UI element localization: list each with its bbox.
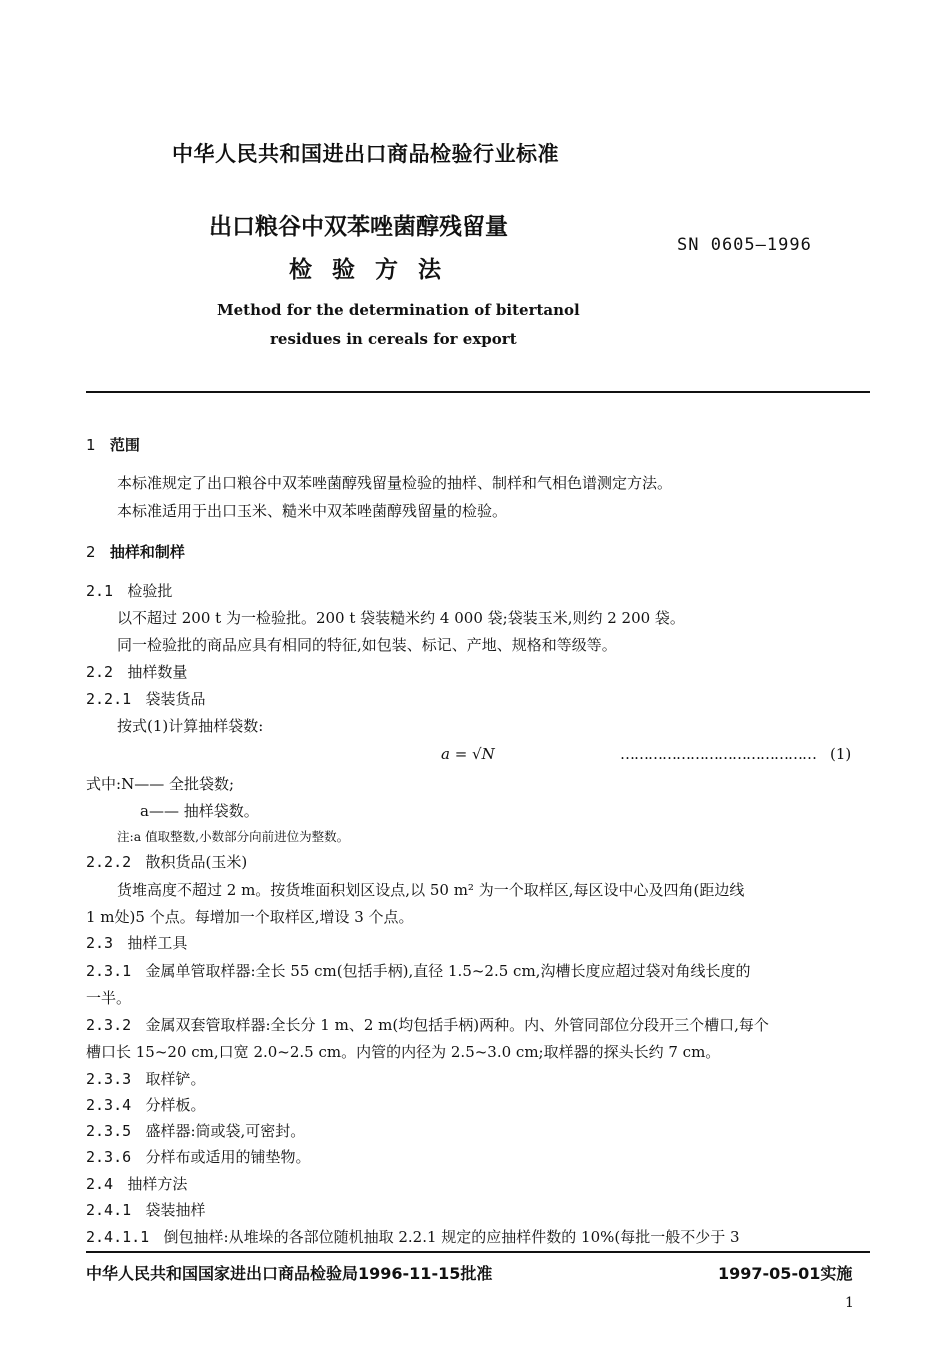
subsection-title: 分样板。 bbox=[145, 1096, 206, 1114]
section-number: 2 bbox=[86, 543, 96, 561]
note: 注:a 值取整数,小数部分向前进位为整数。 bbox=[117, 829, 350, 844]
formula-number: (1) bbox=[830, 745, 852, 763]
paragraph: 以不超过 200 t 为一检验批。200 t 袋装糙米约 4 000 袋;袋装玉米,则约 2 200 袋。 bbox=[117, 609, 685, 627]
document-title-line1: 出口粮谷中双苯唑菌醇残留量 bbox=[209, 214, 508, 240]
subsection-heading bbox=[86, 661, 187, 682]
where-a: a—— 抽样袋数。 bbox=[140, 802, 259, 820]
paragraph: 本标准规定了出口粮谷中双苯唑菌醇残留量检验的抽样、制样和气相色谱测定方法。 bbox=[117, 474, 673, 492]
header-divider bbox=[86, 391, 870, 393]
english-title-line2: residues in cereals for export bbox=[270, 330, 517, 348]
paragraph: 倒包抽样:从堆垛的各部位随机抽取 2.2.1 规定的应抽样件数的 10%(每批一般不少于 3 bbox=[163, 1228, 740, 1246]
subsection-number: 2.4 bbox=[86, 1175, 114, 1193]
english-title-line1: Method for the determination of bitertanol bbox=[217, 301, 580, 319]
subsection-number: 2.2 bbox=[86, 663, 114, 681]
effective-date: 1997-05-01实施 bbox=[718, 1264, 853, 1283]
subsection-paragraph bbox=[86, 1014, 769, 1035]
subsection-number: 2.3.5 bbox=[86, 1122, 132, 1140]
page-number: 1 bbox=[845, 1295, 854, 1311]
subsection-title: 取样铲。 bbox=[145, 1070, 206, 1088]
subsection-heading bbox=[86, 851, 247, 872]
section-heading bbox=[86, 541, 185, 562]
subsection-number: 2.4.1 bbox=[86, 1201, 132, 1219]
subsection-number: 2.3.4 bbox=[86, 1096, 132, 1114]
where-clause bbox=[86, 773, 234, 794]
subsection-number: 2.3.1 bbox=[86, 962, 132, 980]
paragraph: 货堆高度不超过 2 m。按货堆面积划区设点,以 50 m² 为一个取样区,每区设中心及四角(距边线 bbox=[117, 881, 745, 899]
subsection-title: 检验批 bbox=[127, 582, 173, 600]
subsection-title: 抽样工具 bbox=[127, 934, 188, 952]
subsection-number: 2.2.2 bbox=[86, 853, 132, 871]
subsection-title: 抽样方法 bbox=[127, 1175, 188, 1193]
subsection-title: 分样布或适用的铺垫物。 bbox=[145, 1148, 311, 1166]
footer-divider bbox=[86, 1251, 870, 1253]
subsection-paragraph bbox=[86, 1226, 740, 1247]
paragraph: 同一检验批的商品应具有相同的特征,如包装、标记、产地、规格和等级等。 bbox=[117, 636, 617, 654]
section-number: 1 bbox=[86, 436, 96, 454]
subsection-heading bbox=[86, 1199, 205, 1220]
document-title-line2: 检 验 方 法 bbox=[289, 257, 448, 283]
approval-info: 中华人民共和国国家进出口商品检验局1996-11-15批准 bbox=[86, 1264, 493, 1283]
paragraph: 按式(1)计算抽样袋数: bbox=[117, 717, 264, 735]
standard-code: SN 0605—1996 bbox=[677, 235, 812, 255]
section-title: 范围 bbox=[109, 436, 140, 454]
subsection-number: 2.3.2 bbox=[86, 1016, 132, 1034]
subsection-heading bbox=[86, 688, 205, 709]
subsection-title: 袋装抽样 bbox=[145, 1201, 206, 1219]
formula: a = √N bbox=[441, 745, 495, 763]
paragraph: 金属单管取样器:全长 55 cm(包括手柄),直径 1.5~2.5 cm,沟槽长度应超过袋对角线长度的 bbox=[145, 962, 751, 980]
subsection-number: 2.1 bbox=[86, 582, 114, 600]
where-label: 式中: bbox=[86, 775, 122, 793]
subsection-heading bbox=[86, 1094, 205, 1115]
paragraph: 金属双套管取样器:全长分 1 m、2 m(均包括手柄)两种。内、外管同部位分段开三个槽口,每个 bbox=[145, 1016, 769, 1034]
paragraph: 槽口长 15~20 cm,口宽 2.0~2.5 cm。内管的内径为 2.5~3.0 cm;取样器的探头长约 7 cm。 bbox=[86, 1043, 721, 1061]
subsection-heading bbox=[86, 1120, 305, 1141]
where-N: N—— 全批袋数; bbox=[121, 775, 235, 793]
subsection-heading bbox=[86, 580, 172, 601]
subsection-heading bbox=[86, 932, 187, 953]
section-heading bbox=[86, 434, 140, 455]
paragraph: 1 m处)5 个点。每增加一个取样区,增设 3 个点。 bbox=[86, 908, 414, 926]
subsection-title: 抽样数量 bbox=[127, 663, 188, 681]
paragraph: 本标准适用于出口玉米、糙米中双苯唑菌醇残留量的检验。 bbox=[117, 502, 508, 520]
subsection-number: 2.3.3 bbox=[86, 1070, 132, 1088]
section-title: 抽样和制样 bbox=[109, 543, 185, 561]
subsection-number: 2.3 bbox=[86, 934, 114, 952]
subsection-title: 散积货品(玉米) bbox=[145, 853, 248, 871]
subsection-heading bbox=[86, 1173, 187, 1194]
subsection-title: 袋装货品 bbox=[145, 690, 206, 708]
subsection-number: 2.4.1.1 bbox=[86, 1228, 150, 1246]
paragraph: 一半。 bbox=[86, 989, 132, 1007]
subsection-paragraph bbox=[86, 960, 750, 981]
subsection-number: 2.3.6 bbox=[86, 1148, 132, 1166]
subsection-heading bbox=[86, 1146, 310, 1167]
formula-leader-dots: …………………………………… bbox=[620, 745, 816, 763]
subsection-heading bbox=[86, 1068, 205, 1089]
standard-category: 中华人民共和国进出口商品检验行业标准 bbox=[172, 142, 559, 166]
subsection-number: 2.2.1 bbox=[86, 690, 132, 708]
subsection-title: 盛样器:筒或袋,可密封。 bbox=[145, 1122, 306, 1140]
